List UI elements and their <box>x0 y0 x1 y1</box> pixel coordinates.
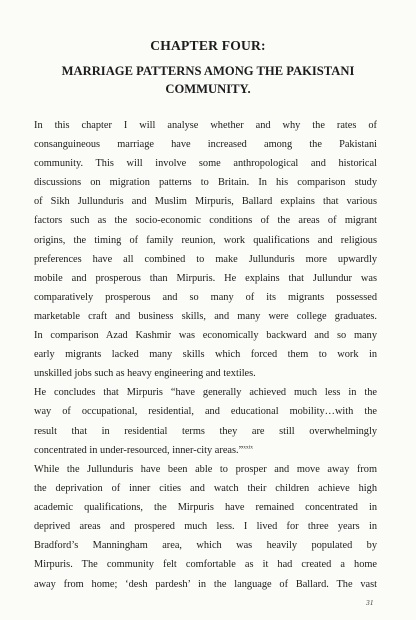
text-line: of Sikh Jullunduris and Muslim Mirpuris, Ballard explains that various <box>34 196 377 208</box>
text-line: He concludes that Mirpuris “have generally achieved much less in the <box>34 387 377 399</box>
text-line: Bradford’s Manningham area, which was heavily populated by <box>34 540 377 552</box>
chapter-title-line: MARRIAGE PATTERNS AMONG THE PAKISTANI <box>61 64 355 78</box>
text-line: comparatively prosperous and so many of its migrants possessed <box>34 291 377 303</box>
text-line: marketable craft and business skills, and many were college graduates. <box>34 310 377 322</box>
footnote-marker[interactable]: xxix <box>243 444 254 451</box>
text-line: Mirpuris. The community felt comfortable as it had created a home <box>34 559 377 571</box>
text-line: In this chapter I will analyse whether and why the rates of <box>34 120 377 131</box>
paragraph-1 <box>34 116 377 460</box>
chapter-title <box>40 62 376 98</box>
text-line: the deprivation of inner cities and watch their children achieve high <box>34 483 377 495</box>
paragraph-2 <box>34 460 377 594</box>
chapter-heading: CHAPTER FOUR: <box>150 38 266 53</box>
text-line: mobile and prosperous than Mirpuris. He explains that Jullundur was <box>34 272 377 284</box>
text-line: discussions on migration patterns to Britain. In his comparison study <box>34 177 377 189</box>
text-line: unskilled jobs such as heavy engineering and textiles. <box>34 368 256 380</box>
chapter-title-line: COMMUNITY. <box>165 82 251 96</box>
text-line: consanguineous marriage have increased among the Pakistani <box>34 139 377 151</box>
text-line: origins, the timing of family reunion, work qualifications and religious <box>34 234 377 246</box>
text-line: way of occupational, residential, and educational mobility…with the <box>34 406 377 418</box>
text-line: community. This will involve some anthropological and historical <box>34 158 377 170</box>
text-line: away from home; ‘desh pardesh’ in the language of Ballard. The vast <box>34 578 377 590</box>
text-line: In comparison Azad Kashmir was economically backward and so many <box>34 330 377 342</box>
text-line-with-footnote <box>34 441 377 460</box>
text-line: factors such as the socio-economic conditions of the areas of migrant <box>34 215 377 227</box>
text-line: deprived areas and prospered much less. I lived for three years in <box>34 521 377 533</box>
text-line: concentrated in under-resourced, inner-city areas.” <box>34 444 244 456</box>
page-number: 31 <box>366 598 374 607</box>
text-line: result that in residential terms they are still overwhelmingly <box>34 425 377 437</box>
text-line: academic qualifications, the Mirpuris have remained concentrated in <box>34 502 377 514</box>
text-line: early migrants lacked many skills which forced them to work in <box>34 349 377 361</box>
text-line: While the Jullunduris have been able to prosper and move away from <box>34 464 377 475</box>
text-line: preferences have all combined to make Jullunduris more upwardly <box>34 253 377 265</box>
